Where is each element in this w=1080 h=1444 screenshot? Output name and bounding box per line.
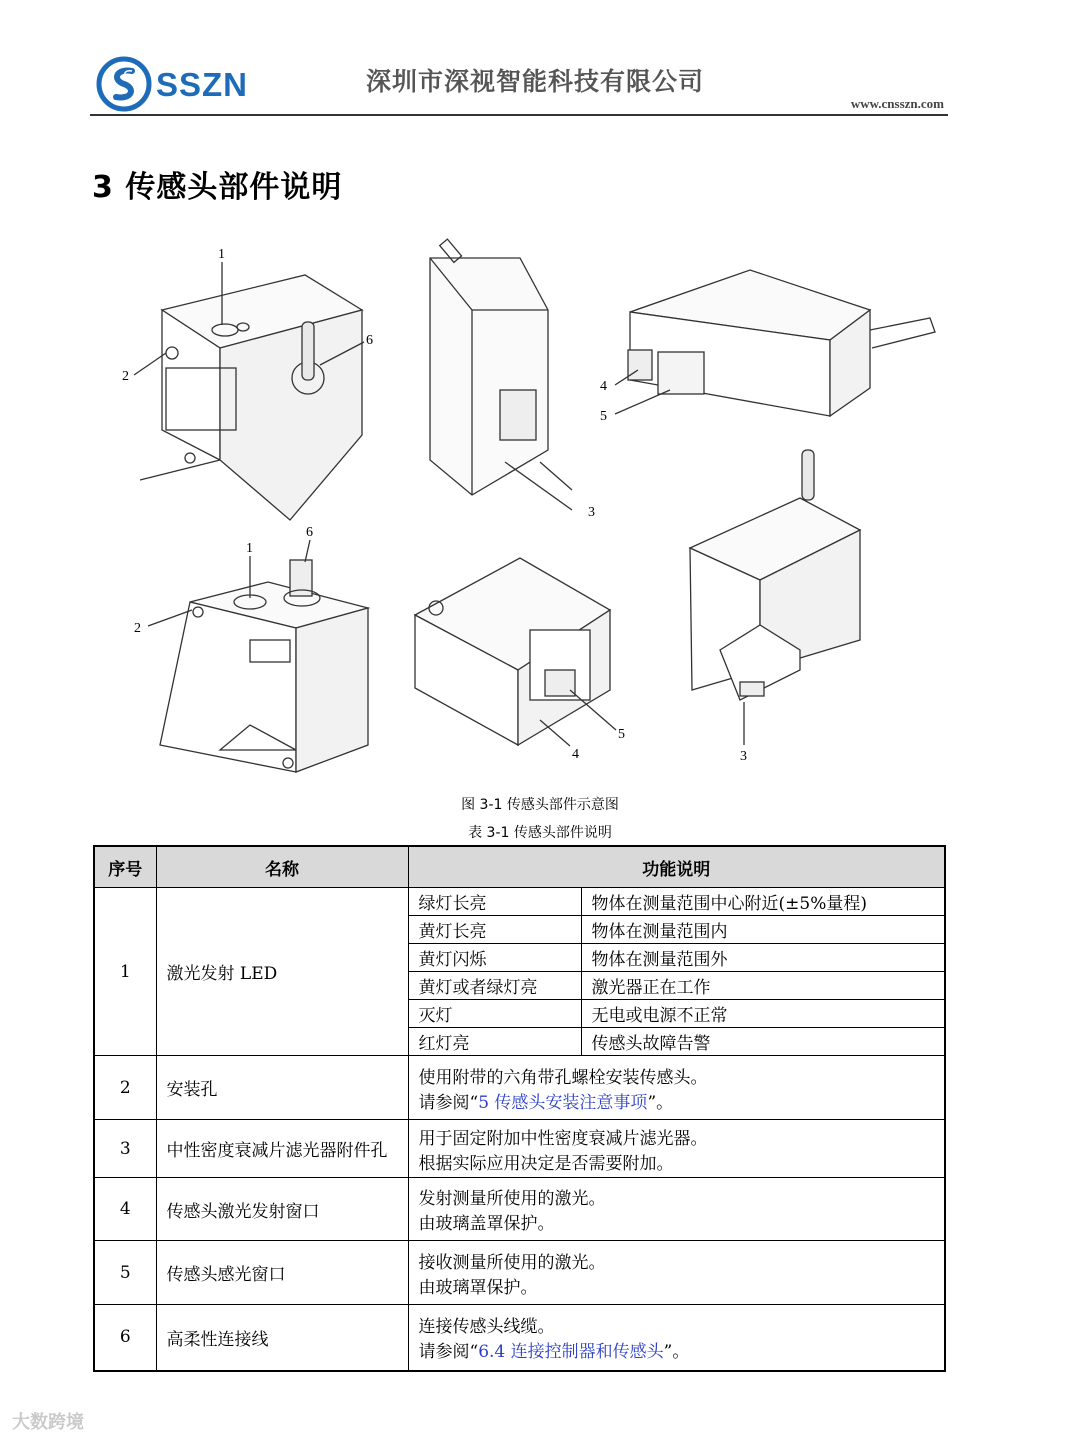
header-name: 名称 bbox=[156, 846, 408, 888]
callout-3-b: 3 bbox=[588, 505, 595, 520]
desc-line-1: 使用附带的六角带孔螺栓安装传感头。 bbox=[418, 1067, 708, 1088]
desc-line-1: 用于固定附加中性密度衰减片滤光器。 bbox=[418, 1128, 708, 1149]
led-desc: 无电或电源不正常 bbox=[581, 1000, 945, 1028]
header-divider bbox=[90, 114, 948, 116]
desc-line-2: 根据实际应用决定是否需要附加。 bbox=[418, 1153, 674, 1174]
row-desc bbox=[408, 1120, 945, 1178]
table-row bbox=[94, 888, 945, 916]
corner-watermark: 大数跨境 bbox=[12, 1412, 84, 1433]
led-desc: 物体在测量范围内 bbox=[581, 916, 945, 944]
led-state: 绿灯长亮 bbox=[408, 888, 581, 916]
row-num: 1 bbox=[94, 888, 156, 1056]
table-header-row bbox=[94, 846, 945, 888]
parts-table bbox=[93, 845, 946, 1372]
desc-line-1: 发射测量所使用的激光。 bbox=[418, 1189, 606, 1209]
row-num: 6 bbox=[94, 1305, 156, 1371]
callout-3-f: 3 bbox=[740, 749, 747, 764]
section-title: 3 传感头部件说明 bbox=[92, 170, 343, 205]
website-url: www.cnsszn.com bbox=[850, 96, 944, 111]
led-state: 黄灯长亮 bbox=[408, 916, 581, 944]
desc-line-1: 连接传感头线缆。 bbox=[418, 1317, 555, 1338]
table-caption: 表 3-1 传感头部件说明 bbox=[468, 825, 612, 841]
led-state: 黄灯闪烁 bbox=[408, 944, 581, 972]
section-link[interactable]: 6.4 连接控制器和传感头 bbox=[478, 1342, 664, 1363]
table-row bbox=[94, 1056, 945, 1120]
sensor-view-b bbox=[430, 239, 572, 510]
row-desc bbox=[408, 1056, 945, 1120]
header-function: 功能说明 bbox=[408, 846, 945, 888]
callout-1-a: 1 bbox=[218, 247, 225, 262]
led-desc: 物体在测量范围中心附近(±5%量程) bbox=[581, 888, 945, 916]
row-num: 5 bbox=[94, 1241, 156, 1305]
row-desc bbox=[408, 1305, 945, 1371]
row-name: 中性密度衰减片滤光器附件孔 bbox=[156, 1120, 408, 1178]
callout-2-d: 2 bbox=[134, 621, 141, 636]
led-desc: 传感头故障告警 bbox=[581, 1028, 945, 1056]
table-row bbox=[94, 1178, 945, 1241]
led-state: 灭灯 bbox=[408, 1000, 581, 1028]
desc-text: 请参阅“ bbox=[418, 1092, 479, 1113]
row-name: 传感头激光发射窗口 bbox=[156, 1178, 408, 1241]
desc-text: 请参阅“ bbox=[418, 1342, 479, 1363]
callout-2-a: 2 bbox=[122, 369, 129, 384]
desc-line-1: 接收测量所使用的激光。 bbox=[418, 1252, 606, 1273]
led-desc: 物体在测量范围外 bbox=[581, 944, 945, 972]
row-num: 3 bbox=[94, 1120, 156, 1178]
row-name: 激光发射 LED bbox=[156, 888, 408, 1056]
company-logo bbox=[96, 56, 256, 112]
row-desc bbox=[408, 1178, 945, 1241]
header-num: 序号 bbox=[94, 846, 156, 888]
row-name: 高柔性连接线 bbox=[156, 1305, 408, 1371]
row-name: 安装孔 bbox=[156, 1056, 408, 1120]
row-name: 传感头感光窗口 bbox=[156, 1241, 408, 1305]
desc-text: ”。 bbox=[663, 1342, 690, 1363]
row-num: 4 bbox=[94, 1178, 156, 1241]
row-num: 2 bbox=[94, 1056, 156, 1120]
callout-4-e: 4 bbox=[572, 747, 579, 762]
callout-5-c: 5 bbox=[600, 409, 607, 424]
led-state: 黄灯或者绿灯亮 bbox=[408, 972, 581, 1000]
row-desc bbox=[408, 1241, 945, 1305]
sensor-view-f bbox=[690, 450, 860, 700]
led-state: 红灯亮 bbox=[408, 1028, 581, 1056]
company-name: 深圳市深视智能科技有限公司 bbox=[366, 67, 705, 96]
logo-mark-icon bbox=[96, 56, 152, 112]
desc-line-2: 由玻璃盖罩保护。 bbox=[418, 1214, 555, 1234]
desc-line-2: 由玻璃罩保护。 bbox=[418, 1277, 538, 1298]
desc-line-2 bbox=[419, 1088, 935, 1113]
sensor-view-c bbox=[628, 270, 935, 416]
figure-caption: 图 3-1 传感头部件示意图 bbox=[461, 797, 619, 813]
logo-text: SSZN bbox=[156, 66, 249, 103]
callout-5-e: 5 bbox=[618, 727, 625, 742]
sensor-view-d bbox=[160, 560, 368, 772]
sensor-view-a bbox=[140, 275, 362, 520]
callout-6-d: 6 bbox=[306, 525, 313, 540]
section-link[interactable]: 5 传感头安装注意事项 bbox=[478, 1092, 648, 1113]
desc-line-2 bbox=[419, 1337, 935, 1362]
sensor-figure bbox=[100, 230, 960, 790]
table-row bbox=[94, 1120, 945, 1178]
table-row bbox=[94, 1305, 945, 1371]
page-header bbox=[90, 50, 948, 116]
callout-1-d: 1 bbox=[246, 541, 253, 556]
sensor-view-e bbox=[415, 558, 610, 745]
table-row bbox=[94, 1241, 945, 1305]
callout-6-a: 6 bbox=[366, 333, 373, 348]
callout-4-c: 4 bbox=[600, 379, 607, 394]
led-desc: 激光器正在工作 bbox=[581, 972, 945, 1000]
desc-text: ”。 bbox=[647, 1092, 674, 1113]
